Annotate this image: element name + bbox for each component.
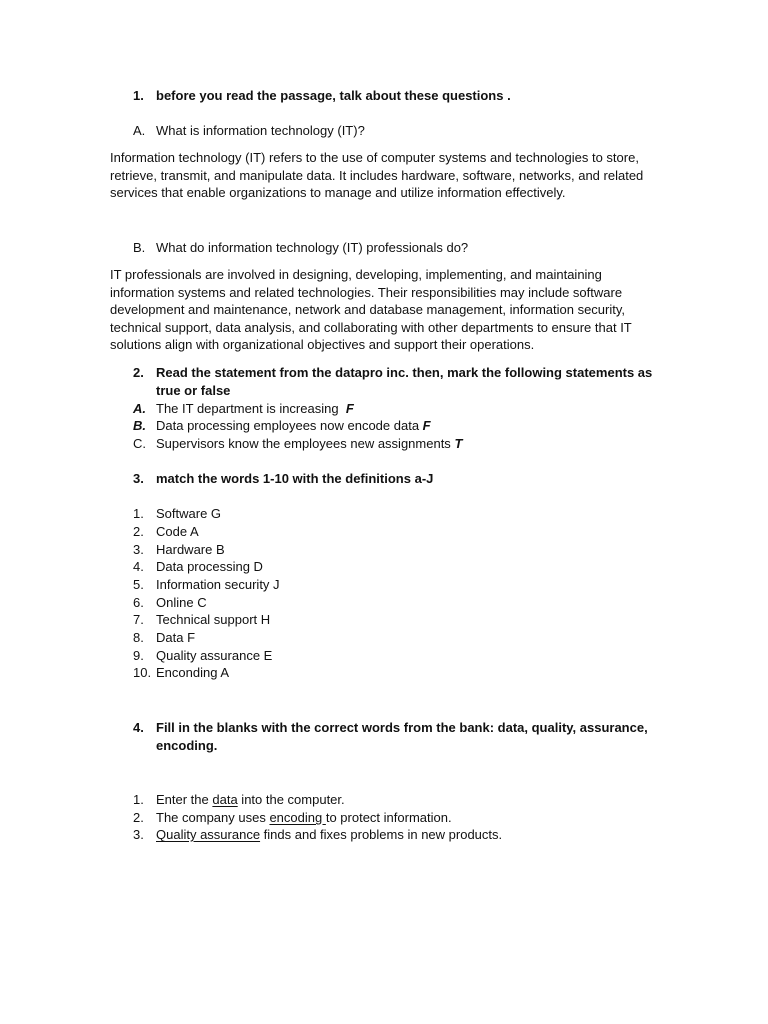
match-item-text: Technical support H [156, 612, 271, 627]
match-item-text: Software G [156, 506, 222, 521]
tf-item-letter: A. [133, 401, 146, 416]
match-item-number: 8. [133, 630, 144, 645]
answer-a-line: Information technology (IT) refers to the use of computer systems and technologies to store, [110, 150, 639, 165]
fill-item [156, 809, 452, 827]
answer-b-line: solutions align with organizational objectives and support their operations. [110, 337, 535, 353]
answer-b-line: IT professionals are involved in designing, developing, implementing, and maintaining [110, 267, 602, 282]
fill-item-before: Enter the [156, 792, 213, 807]
match-item-text: Data processing D [156, 559, 263, 574]
match-item-text: Data F [156, 630, 196, 645]
tf-item [156, 435, 462, 453]
match-item-number: 7. [133, 612, 144, 627]
answer-a-line: services that enable organizations to manage and utilize information effectively. [110, 185, 566, 201]
match-item-number: 1. [133, 506, 144, 521]
match-item-number: 5. [133, 577, 144, 592]
section-1-heading: before you read the passage, talk about these questions . [156, 88, 511, 103]
match-item-text: Enconding A [156, 665, 230, 680]
match-item-text: Hardware B [156, 542, 225, 557]
match-item-number: 9. [133, 648, 144, 663]
section-4-heading-line: encoding. [156, 737, 218, 753]
section-2-heading-line: true or false [156, 382, 231, 398]
fill-item-number: 2. [133, 810, 144, 825]
match-item-text: Information security J [156, 577, 280, 592]
tf-item-mark: F [422, 418, 431, 433]
match-item-number: 4. [133, 559, 144, 574]
tf-item-letter: C. [133, 436, 146, 451]
question-b-text: What do information technology (IT) professionals do? [156, 240, 469, 255]
fill-item-after: finds and fixes problems in new products. [260, 827, 503, 842]
answer-b-paragraph [110, 266, 670, 354]
match-item-text: Code A [156, 524, 199, 539]
tf-item-mark: T [454, 436, 463, 451]
answer-b-line: information systems and related technologies. Their responsibilities may include software [110, 284, 623, 300]
section-3-number: 3. [133, 471, 144, 486]
section-3-heading: match the words 1-10 with the definitions a-J [156, 471, 434, 486]
section-2-heading [156, 364, 652, 399]
tf-item-letter: B. [133, 418, 146, 433]
match-item-text: Quality assurance E [156, 648, 273, 663]
section-4-number: 4. [133, 720, 144, 735]
answer-a-line: retrieve, transmit, and manipulate data. It includes hardware, software, networks, and related [110, 167, 644, 183]
fill-item [156, 826, 502, 844]
section-2-heading-line: Read the statement from the datapro inc. then, mark the following statements as [156, 365, 653, 380]
tf-item-text: Supervisors know the employees new assignments [156, 436, 455, 451]
fill-item-blank: data [212, 792, 238, 807]
fill-item-number: 3. [133, 827, 144, 842]
fill-item-after: to protect information. [325, 810, 452, 825]
fill-item-blank: Quality assurance [156, 827, 261, 842]
answer-a-paragraph [110, 149, 670, 202]
match-item-number: 3. [133, 542, 144, 557]
question-a-letter: A. [133, 123, 146, 138]
fill-item-after: into the computer. [237, 792, 345, 807]
section-4-heading [156, 719, 648, 754]
answer-b-line: development and maintenance, network and database management, information security, [110, 302, 626, 318]
fill-item [156, 791, 345, 809]
tf-item-mark: F [345, 401, 354, 416]
section-4-heading-line: Fill in the blanks with the correct words from the bank: data, quality, assurance, [156, 720, 648, 735]
tf-item-text: Data processing employees now encode data [156, 418, 423, 433]
section-2-number: 2. [133, 365, 144, 380]
fill-item-before: The company uses [156, 810, 270, 825]
question-a-text: What is information technology (IT)? [156, 123, 365, 138]
fill-item-number: 1. [133, 792, 144, 807]
match-item-text: Online C [156, 595, 207, 610]
match-item-number: 6. [133, 595, 144, 610]
answer-b-line: technical support, data analysis, and collaborating with other departments to ensure that IT [110, 319, 632, 335]
tf-item [156, 417, 431, 435]
tf-item [156, 400, 354, 418]
match-item-number: 2. [133, 524, 144, 539]
fill-item-blank: encoding [269, 810, 326, 825]
match-item-number: 10. [133, 665, 152, 680]
question-b-letter: B. [133, 240, 146, 255]
section-1-number: 1. [133, 88, 144, 103]
tf-item-text: The IT department is increasing [156, 401, 343, 416]
